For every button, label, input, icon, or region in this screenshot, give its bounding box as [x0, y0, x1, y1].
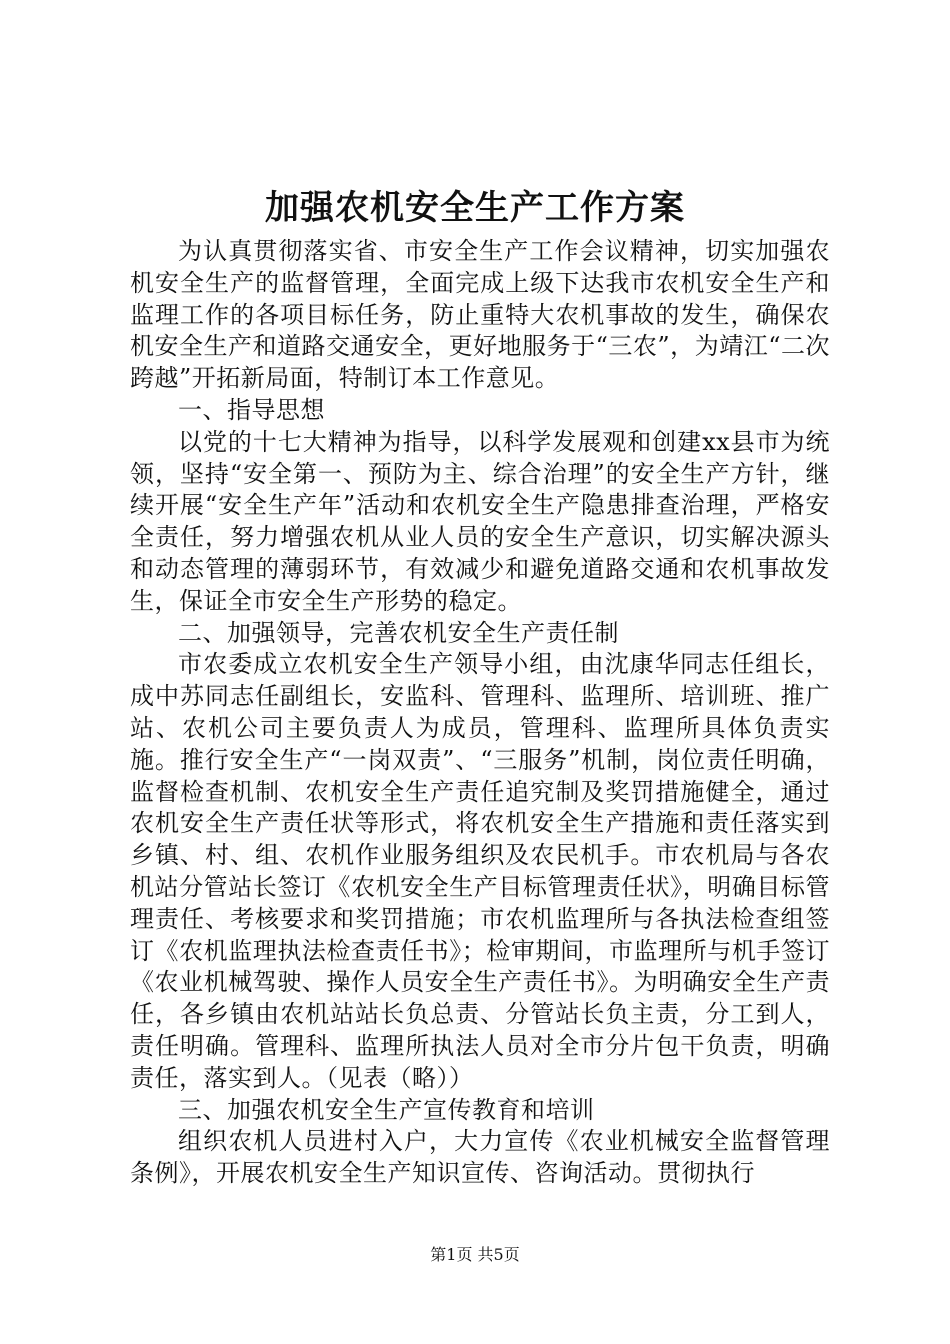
section-paragraph-3: 组织农机人员进村入户，大力宣传《农业机械安全监督管理条例》，开展农机安全生产知识宣传、咨询活动。贯彻执行: [130, 1127, 830, 1188]
section-heading-3: 三、加强农机安全生产宣传教育和培训: [178, 1095, 595, 1124]
intro-paragraph: 为认真贯彻落实省、市安全生产工作会议精神，切实加强农机安全生产的监督管理，全面完成上级下达我市农机安全生产和监理工作的各项目标任务，防止重特大农机事故的发生，确保农机安全生产和道路交通安全，更好地服务于“三农”，为靖江“二次跨越”开拓新局面，特制订本工作意见。: [130, 237, 830, 393]
section-paragraph-2: 市农委成立农机安全生产领导小组，由沈康华同志任组长，成中苏同志任副组长，安监科、管理科、监理所、培训班、推广站、农机公司主要负责人为成员，管理科、监理所具体负责实施。推行安全生产“一岗双责”、“三服务”机制，岗位责任明确，监督检查机制、农机安全生产责任追究制及奖罚措施健全，通过农机安全生产责任状等形式，将农机安全生产措施和责任落实到乡镇、村、组、农机作业服务组织及农民机手。市农机局与各农机站分管站长签订《农机安全生产目标管理责任状》，明确目标管理责任、考核要求和奖罚措施；市农机监理所与各执法检查组签订《农机监理执法检查责任书》；检审期间，市监理所与机手签订《农业机械驾驶、操作人员安全生产责任书》。为明确安全生产责任，各乡镇由农机站站长负总责、分管站长负主责，分工到人，责任明确。管理科、监理所执法人员对全市分片包干负责，明确责任，落实到人。（见表（略））: [130, 650, 830, 1092]
document-body: [130, 236, 830, 1190]
document-title: 加强农机安全生产工作方案: [265, 188, 685, 228]
section-heading-2: 二、加强领导，完善农机安全生产责任制: [178, 618, 619, 647]
section-paragraph-1: 以党的十七大精神为指导，以科学发展观和创建xx县市为统领，坚持“安全第一、预防为主、综合治理”的安全生产方针，继续开展“安全生产年”活动和农机安全生产隐患排查治理，严格安全责任，努力增强农机从业人员的安全生产意识，切实解决源头和动态管理的薄弱环节，有效减少和避免道路交通和农机事故发生，保证全市安全生产形势的稳定。: [130, 427, 830, 615]
page-footer: 第1页 共5页: [430, 1245, 520, 1264]
section-heading-1: 一、指导思想: [178, 395, 325, 424]
